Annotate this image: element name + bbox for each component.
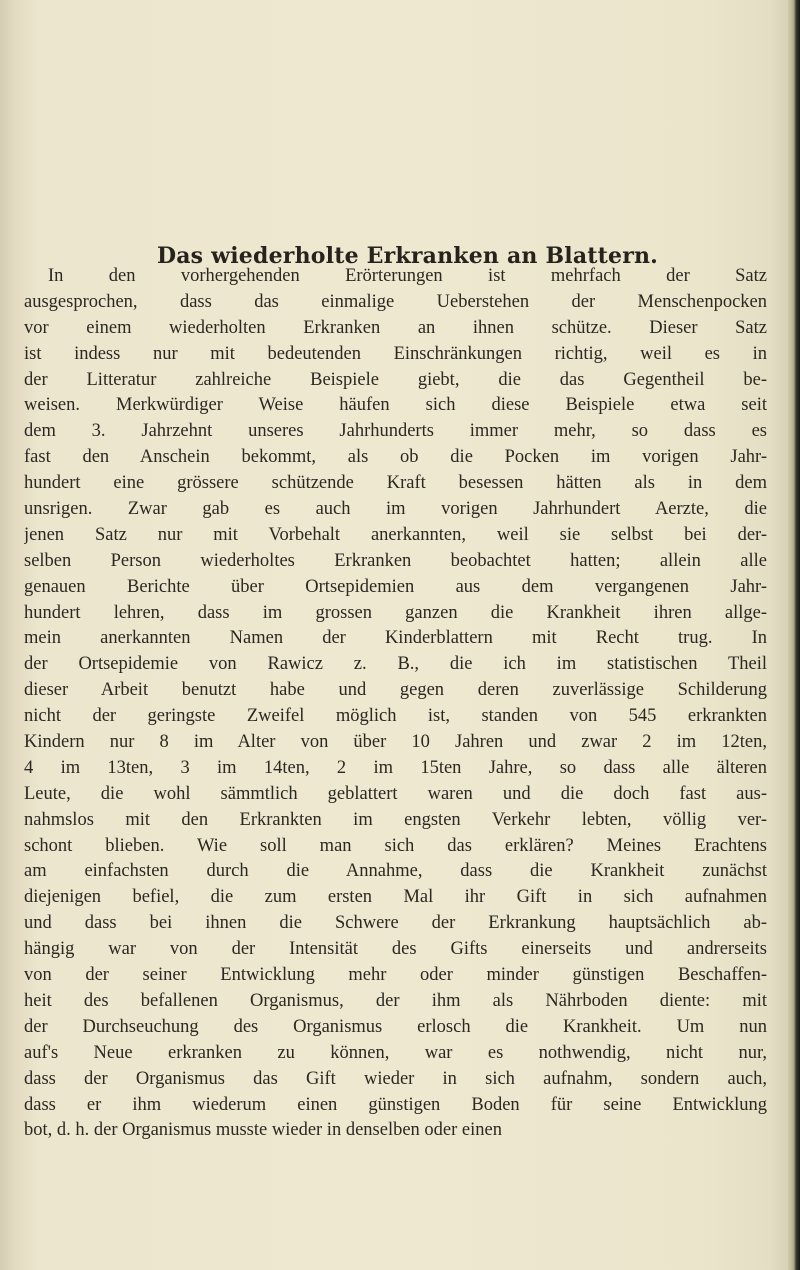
text-line: diejenigen befiel, die zum ersten Mal ihr Gift in sich aufnahmen <box>24 887 767 908</box>
text-line: der Litteratur zahlreiche Beispiele giebt, die das Gegentheil be- <box>24 369 767 390</box>
text-line: ausgesprochen, dass das einmalige Ueberstehen der Menschenpocken <box>24 291 767 312</box>
text-line: genauen Berichte über Ortsepidemien aus dem vergangenen Jahr- <box>24 576 767 597</box>
text-line: vor einem wiederholten Erkranken an ihnen schütze. Dieser Satz <box>24 317 767 338</box>
text-line: weisen. Merkwürdiger Weise häufen sich diese Beispiele etwa seit <box>24 395 767 416</box>
text-line: ist indess nur mit bedeutenden Einschränkungen richtig, weil es in <box>24 343 767 364</box>
text-line: der Ortsepidemie von Rawicz z. B., die ich im statistischen Theil <box>24 654 767 675</box>
text-line: heit des befallenen Organismus, der ihm als Nährboden diente: mit <box>24 990 767 1011</box>
body-paragraph <box>24 264 767 1144</box>
text-line: und dass bei ihnen die Schwere der Erkrankung hauptsächlich ab- <box>24 913 767 934</box>
text-line: mein anerkannten Namen der Kinderblattern mit Recht trug. In <box>24 628 767 649</box>
text-line: schont blieben. Wie soll man sich das erklären? Meines Erachtens <box>24 835 767 856</box>
text-line: dass er ihm wiederum einen günstigen Boden für seine Entwicklung <box>24 1094 767 1115</box>
text-line: dass der Organismus das Gift wieder in sich aufnahm, sondern auch, <box>24 1068 767 1089</box>
text-line: hängig war von der Intensität des Gifts einerseits und andrerseits <box>24 939 767 960</box>
text-line: der Durchseuchung des Organismus erlosch die Krankheit. Um nun <box>24 1016 767 1037</box>
text-line: Leute, die wohl sämmtlich geblattert waren und die doch fast aus- <box>24 783 767 804</box>
text-line: nahmslos mit den Erkrankten im engsten Verkehr lebten, völlig ver- <box>24 809 767 830</box>
text-line: unsrigen. Zwar gab es auch im vorigen Jahrhundert Aerzte, die <box>24 499 767 520</box>
text-line: hundert lehren, dass im grossen ganzen die Krankheit ihren allge- <box>24 602 767 623</box>
text-line: In den vorhergehenden Erörterungen ist mehrfach der Satz <box>48 266 767 286</box>
text-line: nicht der geringste Zweifel möglich ist, standen von 545 erkrankten <box>24 706 767 727</box>
text-line: jenen Satz nur mit Vorbehalt anerkannten, weil sie selbst bei der- <box>24 524 767 545</box>
text-line: fast den Anschein bekommt, als ob die Pocken im vorigen Jahr- <box>24 447 767 468</box>
text-line: auf's Neue erkranken zu können, war es nothwendig, nicht nur, <box>24 1042 767 1063</box>
text-line: am einfachsten durch die Annahme, dass die Krankheit zunächst <box>24 861 767 882</box>
page-edge <box>788 0 800 1270</box>
text-line: von der seiner Entwicklung mehr oder minder günstigen Beschaffen- <box>24 965 767 986</box>
text-line: Kindern nur 8 im Alter von über 10 Jahren und zwar 2 im 12ten, <box>24 732 767 753</box>
text-line: 4 im 13ten, 3 im 14ten, 2 im 15ten Jahre, so dass alle älteren <box>24 757 767 778</box>
text-line: hundert eine grössere schützende Kraft besessen hätten als in dem <box>24 473 767 494</box>
text-line: dieser Arbeit benutzt habe und gegen deren zuverlässige Schilderung <box>24 680 767 701</box>
text-line: selben Person wiederholtes Erkranken beobachtet hatten; allein alle <box>24 550 767 571</box>
text-line: dem 3. Jahrzehnt unseres Jahrhunderts immer mehr, so dass es <box>24 421 767 442</box>
text-line: bot, d. h. der Organismus musste wieder in denselben oder einen <box>24 1120 502 1141</box>
page-title: Das wiederholte Erkranken an Blattern. <box>156 242 659 269</box>
